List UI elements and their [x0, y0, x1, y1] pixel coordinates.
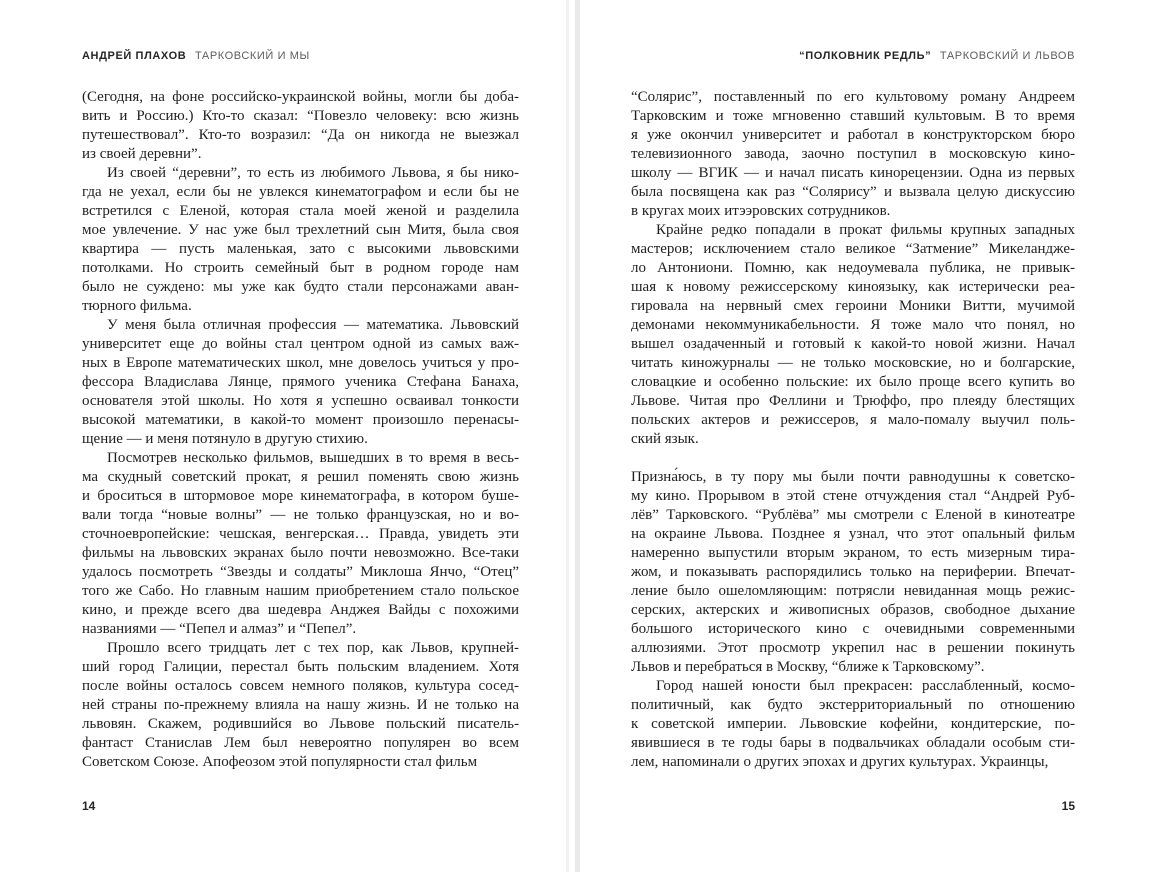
text-line: лёв” Тарковского. “Рублёва” мы смотрели с Еленой в кинотеатре	[631, 507, 1075, 523]
text-line: львовян. Скажем, родившийся во Львове польский писатель-	[82, 716, 519, 732]
text-line: Прошло всего тридцать лет с тех пор, как Львов, крупней-	[107, 640, 519, 656]
paragraph	[82, 449, 519, 639]
text-line: Советском Союзе. Апофеозом этой популярности стал фильм	[82, 754, 478, 770]
text-line: ло Антониони. Помню, как недоумевала публика, не привык-	[631, 260, 1075, 276]
text-line: явившиеся в те годы бары в подвальчиках обладали особым сти-	[631, 735, 1075, 751]
text-line: к советской империи. Львовские кофейни, кондитерские, по-	[631, 716, 1075, 732]
paragraph	[82, 164, 519, 316]
text-line: кино, и прежде всего два шедевра Анджея Вайды с похожими	[82, 602, 519, 618]
text-line: большого исторического кино с очевидными современными	[631, 621, 1075, 637]
text-line: Львове. Читая про Феллини и Трюффо, про плеяду блестящих	[631, 393, 1075, 409]
author-name: АНДРЕЙ ПЛАХОВ	[82, 50, 187, 62]
chapter-title: “ПОЛКОВНИК РЕДЛЬ”	[799, 50, 932, 62]
text-line: Тарковским и тоже мгновенно ставший культовым. В то время	[631, 108, 1075, 124]
text-line: названиями — “Пепел и алмаз” и “Пепел”.	[82, 621, 357, 637]
text-line: была посвящена как раз “Солярису” и вызвала целую дискуссию	[631, 184, 1075, 200]
text-line: щение — и меня потянуло в другую стихию.	[82, 431, 368, 447]
text-line: телевизионного завода, заочно поступил в московскую кино-	[631, 146, 1075, 162]
text-line: ных в Европе математических школ, мне довелось учиться у про-	[82, 355, 519, 371]
text-line: ский язык.	[631, 431, 699, 447]
text-line: университет еще до войны стал центром одной из самых важ-	[82, 336, 519, 352]
right-page-body	[631, 88, 1075, 772]
page-gutter-shadow	[566, 0, 569, 872]
text-line: фессора Владислава Лянце, прямого ученика Стефана Банаха,	[82, 374, 519, 390]
text-line: аллюзиями. Этот просмотр укрепил нас в решении покинуть	[631, 640, 1075, 656]
left-page-number: 14	[82, 799, 96, 813]
text-line: жом, и показывать распорядились только на периферии. Впечат-	[631, 564, 1075, 580]
text-line: ней страны по-прежнему влияла на нашу жизнь. И не только на	[82, 697, 519, 713]
text-line: основателя этой школы. Но хотя я успешно осваивал тонкости	[82, 393, 519, 409]
text-line: вить и Россию.) Кто-то сказал: “Повезло человеку: всю жизнь	[82, 108, 519, 124]
text-line: читать киножурналы — не только московские, но и болгарские,	[631, 355, 1075, 371]
text-line: словацкие и особенно польские: их было проще всего купить во	[631, 374, 1075, 390]
text-line: фильмы на львовских экранах было почти невозможно. Все-таки	[82, 545, 519, 561]
paragraph	[82, 639, 519, 772]
text-line: мастеров; исключением стало великое “Затмение” Микеландже-	[631, 241, 1075, 257]
text-line: намеренно выпустили вторым экраном, то есть мизерным тира-	[631, 545, 1075, 561]
text-line: шая к новому режиссерскому киноязыку, как истерически реа-	[631, 279, 1075, 295]
text-line: путешествовал”. Кто-то возразил: “Да он никогда не выезжал	[82, 127, 519, 143]
text-line: гда не уехал, если бы не увлекся кинематографом и если бы не	[82, 184, 519, 200]
text-line: демонами некоммуникабельности. Я тоже мало что понял, но	[631, 317, 1075, 333]
text-line: фантаст Станислав Лем был невероятно популярен во всем	[82, 735, 519, 751]
text-line: ление было ошеломляющим: потрясли невиданная мощь режис-	[631, 583, 1075, 599]
text-line: удалось посмотреть “Звезды и солдаты” Миклоша Янчо, “Отец”	[82, 564, 519, 580]
text-line: квартира — пусть маленькая, зато с высокими львовскими	[82, 241, 519, 257]
paragraph	[82, 316, 519, 449]
text-line: “Солярис”, поставленный по его культовому роману Андреем	[631, 89, 1075, 105]
right-running-header	[631, 50, 1075, 62]
text-line: Город нашей юности был прекрасен: расслабленный, космо-	[656, 678, 1075, 694]
text-line: лем, напоминали о других эпохах и других культурах. Украинцы,	[631, 754, 1049, 770]
text-line: мое увлечение. У нас уже был трехлетний сын Митя, была своя	[82, 222, 519, 238]
text-line: гировала на нервный смех героини Моники Витти, мучимой	[631, 298, 1075, 314]
paragraph	[631, 468, 1075, 677]
text-line: школу — ВГИК — и начал писать кинорецензии. Одна из первых	[631, 165, 1075, 181]
text-line: ший город Галиции, перестал быть польским владением. Хотя	[82, 659, 519, 675]
text-line: Крайне редко попадали в прокат фильмы крупных западных	[656, 222, 1075, 238]
text-line: Посмотрев несколько фильмов, вышедших в то время в весь-	[107, 450, 519, 466]
text-line: му кино. Прорывом в этой стене отчуждения стал “Андрей Руб-	[631, 488, 1075, 504]
chapter-subtitle: ТАРКОВСКИЙ И ЛЬВОВ	[939, 50, 1075, 62]
text-line: У меня была отличная профессия — математика. Львовский	[107, 317, 519, 333]
right-page-number: 15	[1061, 799, 1075, 813]
page-gutter-divider	[575, 0, 580, 872]
text-line: из своей деревни”.	[82, 146, 202, 162]
left-running-header	[82, 50, 310, 62]
text-line: (Сегодня, на фоне российско-украинской войны, могли бы доба-	[82, 89, 519, 105]
book-title: ТАРКОВСКИЙ И МЫ	[194, 50, 310, 62]
text-line: политичный, как будто экстерриториальный по отношению	[631, 697, 1075, 713]
text-line: ма скудный советский прокат, я решил поменять свою жизнь	[82, 469, 519, 485]
text-line: в кругах моих итээровских сотрудников.	[631, 203, 891, 219]
text-line: того же Сабо. Но главным нашим приобретением стало польское	[82, 583, 519, 599]
text-line: потолками. Но строить семейный быт в родном городе нам	[82, 260, 519, 276]
text-line: тюрного фильма.	[82, 298, 192, 314]
text-line: Из своей “деревни”, то есть из любимого Львова, я бы нико-	[107, 165, 519, 181]
text-line: высокой математики, в какой-то момент произошло перенасы-	[82, 412, 519, 428]
text-line: сточноевропейские: чешская, венгерская… Правда, увидеть эти	[82, 526, 519, 542]
text-line: Призна́юсь, в ту пору мы были почти равнодушны к советско-	[631, 469, 1075, 485]
paragraph	[631, 221, 1075, 449]
text-line: Львов и перебраться в Москву, “ближе к Тарковскому”.	[631, 659, 985, 675]
text-line: встретился с Еленой, которая стала моей женой и разделила	[82, 203, 519, 219]
text-line: после войны осталось совсем немного поляков, культура сосед-	[82, 678, 519, 694]
text-line: было не суждено: мы уже как будто стали персонажами аван-	[82, 279, 519, 295]
text-line: я уже окончил университет и работал в конструкторском бюро	[631, 127, 1075, 143]
paragraph	[631, 677, 1075, 772]
text-line: серских, актерских и живописных образов, свободное дыхание	[631, 602, 1075, 618]
text-line: и броситься в штормовое море кинематографа, в котором буше-	[82, 488, 519, 504]
text-line: польских актеров и режиссеров, я мало-помалу выучил поль-	[631, 412, 1075, 428]
text-line: на окраине Львова. Позднее я узнал, что этот опальный фильм	[631, 526, 1075, 542]
paragraph	[631, 88, 1075, 221]
text-line: вали тогда “новые волны” — не только французская, но и во-	[82, 507, 519, 523]
paragraph	[82, 88, 519, 164]
left-page-body	[82, 88, 519, 772]
text-line: вышел озадаченный и готовый к какой-то новой жизни. Начал	[631, 336, 1075, 352]
